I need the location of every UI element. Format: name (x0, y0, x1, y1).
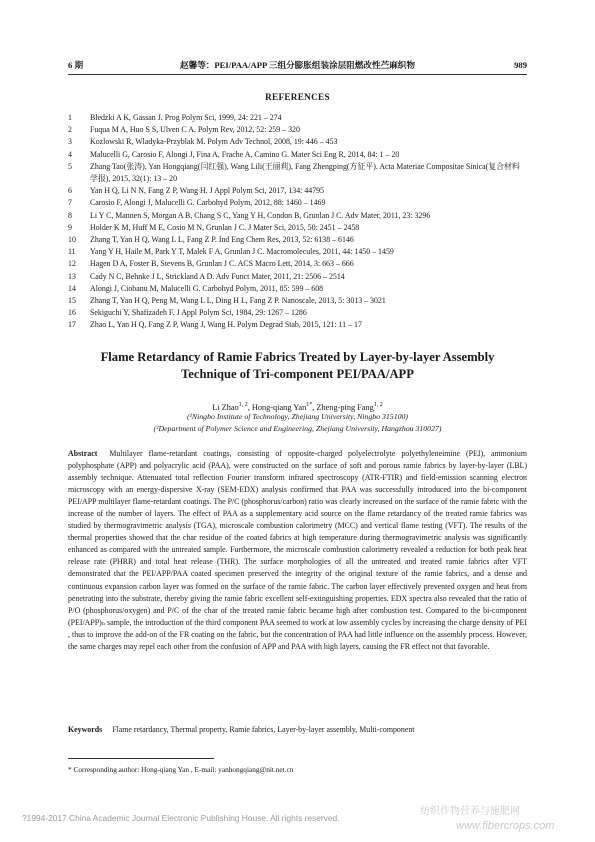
abstract-text: Multilayer flame-retardant coatings, consisting of opposite-charged polyelectrolyte polyethyleneimine (PEI), ammonium polyphosphate (APP) and polyacrylic acid (PAA), were constructed on the surface of soft and porous ramie fabrics by layer-by-layer (LBL) assembly technique. Attenuated total reflection Fourier transform infrared spectroscopy (ATR-FTIR) and field-emission scanning electron microscopy with an energy-dispersive X-ray (SEM-EDX) analysis confirmed that PAA was successfully introduced into the bi-component PEI/APP multilayer flame-retardant coatings. The P/C (phosphorus/carbon) ratio was clearly increased on the surface of the ramie fabric with the increase of the number of layers. The effect of PAA as a supplementary acid source on the flame retardancy of the treated ramie fabrics was studied by thermogravimetric analysis (TGA), microscale combustion calorimetry (MCC) and vertical flame testing (VFT). The results of the thermal properties showed that the char residue of the coated fabrics at high temperature during thermogravimetric analysis was significantly enhanced as compared with the untreated sample. Furthermore, the microscale combustion calorimetry revealed a reduction for both peak heat release rate (PHRR) and total heat release (THR). The surface morphologies of all the untreated and treated ramie fabrics after VFT demonstrated that the PEI/APP/PAA coated specimen preserved the integrity of the original texture of the ramie fabrics, and a dense and continuous expansion carbon layer was formed on the surface of the ramie fabric. The carbon layer effectively prevented oxygen and heat from penetrating into the substrate, thereby giving the ramie fabric excellent self-extinguishing properties. EDX spectra also revealed that the ratio of P/O (phosphorus/oxygen) and P/C of the char of the treated ramie fabric became high after combustion test. Compared to the bi-component (PEI/APP)ₙ sample, the introduction of the third component PAA seemed to work at low assembly cycles by increasing the charge density of PEI , thus to improve the add-on of the FR coating on the fabric, but the concentration of PAA had little influence on the assembly process. However, the same charges may repel each other from the confusion of APP and PAA with high layers, causing the FR effect not that favorable. (68, 449, 527, 651)
reference-text: Yang Y H, Haile M, Park Y T, Malek F A, Grunlan J C. Macromolecules, 2011, 44: 1450 – 1459 (90, 247, 394, 257)
reference-list (68, 112, 527, 332)
reference-text: Kozlowski R, Wladyka-Przyblak M. Polym Adv Technol, 2008, 19: 446 – 453 (90, 137, 338, 147)
reference-number: 6 (68, 186, 72, 196)
author-separator: , (247, 402, 252, 412)
reference-text: Zhang Tao(张涛), Yan Hongqiang(闫红强), Wang Lili(王丽莉), Fang Zhengping(方征平). Acta Materiae Compositae Sinica(复合材料学报), 2015, 32(1): 13 – 20 (90, 161, 520, 184)
reference-number: 3 (68, 137, 72, 147)
reference-number: 17 (68, 320, 76, 330)
author-name: Li Zhao (212, 402, 239, 412)
abstract (68, 448, 527, 653)
reference-text: Hagen D A, Foster B, Stevens B, Grunlan J C. ACS Macro Lett, 2014, 3: 663 – 666 (90, 259, 354, 269)
reference-item (68, 222, 527, 234)
affiliation-1: (¹Ningbo Institute of Technology, Zhejiang University, Ningbo 315100) (186, 412, 408, 421)
reference-text: Carosio F, Alongi J, Malucelli G. Carbohyd Polym, 2012, 88: 1460 – 1469 (90, 198, 326, 208)
reference-item (68, 295, 527, 307)
reference-item (68, 319, 527, 331)
reference-number: 10 (68, 235, 76, 245)
reference-text: Zhang T, Yan H Q, Peng M, Wang L L, Ding H L, Fang Z P. Nanoscale, 2013, 5: 3013 – 3021 (90, 296, 386, 306)
affiliation-2: (²Department of Polymer Science and Engineering, Zhejiang University, Hangzhou 310027) (153, 424, 442, 433)
references-heading: REFERENCES (265, 92, 330, 102)
reference-number: 4 (68, 149, 72, 159)
reference-item (68, 161, 527, 185)
reference-number: 16 (68, 308, 76, 318)
running-head (68, 58, 527, 72)
copyright-line (22, 812, 382, 824)
keywords-label: Keywords (68, 725, 103, 734)
reference-text: Yan H Q, Li N N, Fang Z P, Wang H. J Appl Polym Sci, 2017, 134: 44795 (90, 186, 325, 196)
reference-text: Fuqua M A, Huo S S, Ulven C A. Polym Rev, 2012, 52: 259 – 320 (90, 125, 300, 135)
reference-text: Bledzki A K, Gassan J. Prog Polym Sci, 1999, 24: 221 – 274 (90, 113, 282, 122)
reference-number: 2 (68, 125, 72, 135)
watermark-url: www.fibercrops.com (456, 820, 555, 832)
reference-number: 11 (68, 247, 76, 257)
issue-label: 6 期 (68, 60, 84, 70)
keywords-text: Flame retardancy, Thermal property, Ramie fabrics, Layer-by-layer assembly, Multi-component (112, 725, 415, 734)
watermark-text: 纺织作物营养与施肥网 (420, 806, 520, 817)
reference-text: Zhang T, Yan H Q, Wang L L, Fang Z P. Ind Eng Chem Res, 2013, 52: 6138 – 6146 (90, 235, 354, 245)
copyright-text: ?1994-2017 China Academic Journal Electronic Publishing House. All rights reserved. (22, 813, 340, 823)
reference-text: Zhao L, Yan H Q, Fang Z P, Wang J, Wang H. Polym Degrad Stab, 2015, 121: 11 – 17 (90, 320, 362, 330)
reference-number: 14 (68, 283, 76, 293)
reference-number: 12 (68, 259, 76, 269)
reference-text: Li Y C, Mannen S, Morgan A B, Chang S C, Yang Y H, Condon B, Grunlan J C. Adv Mater, 2011, 23: 3296 (90, 210, 431, 220)
reference-item (68, 112, 527, 124)
reference-number: 1 (68, 113, 72, 122)
author-separator: , (312, 402, 317, 412)
article-title-line-2: Technique of Tri-component PEI/PAA/APP (181, 367, 414, 381)
reference-item (68, 234, 527, 246)
reference-number: 5 (68, 161, 72, 171)
reference-item (68, 271, 527, 283)
author-affiliation-mark: 1, 2 (373, 402, 383, 408)
reference-number: 8 (68, 210, 72, 220)
reference-item (68, 124, 527, 136)
author-affiliation-mark: 1* (306, 402, 313, 408)
article-title (60, 349, 535, 383)
author-affiliation-mark: 1, 2 (238, 402, 248, 408)
reference-number: 15 (68, 296, 76, 306)
reference-item (68, 197, 527, 209)
reference-item (68, 246, 527, 258)
keywords (68, 724, 527, 736)
reference-item (68, 185, 527, 197)
reference-item (68, 258, 527, 270)
footnote-rule (68, 758, 214, 759)
corresponding-author-footnote: * Corresponding author: Hong-qiang Yan , E-mail: yanhongqiang@nit.net.cn (68, 765, 294, 774)
reference-text: Alongi J, Ciobanu M, Malucelli G. Carbohyd Polym, 2011, 85: 599 – 608 (90, 283, 324, 293)
page-number: 989 (514, 60, 527, 70)
running-title: 赵馨等：PEI/PAA/APP 三组分膨胀组装涂层阻燃改性苎麻织物 (180, 60, 415, 70)
reference-text: Sekiguchi Y, Shafizadeh F. J Appl Polym Sci, 1984, 29: 1267 – 1286 (90, 308, 307, 318)
abstract-label: Abstract (68, 449, 98, 458)
reference-item (68, 136, 527, 148)
reference-text: Holder K M, Huff M E, Cosio M N, Grunlan J C. J Mater Sci, 2015, 50: 2451 – 2458 (90, 222, 360, 232)
reference-item (68, 307, 527, 319)
reference-item (68, 210, 527, 222)
reference-item (68, 149, 527, 161)
author-name: Hong-qiang Yan (251, 402, 307, 412)
reference-number: 9 (68, 222, 72, 232)
reference-text: Malucelli G, Carosio F, Alongi J, Fina A, Frache A, Camino G. Mater Sci Eng R, 2014, 84: 1 – 20 (90, 149, 400, 159)
reference-text: Cady N C, Behnke J L, Strickland A D. Adv Funct Mater, 2011, 21: 2506 – 2514 (90, 271, 345, 281)
reference-number: 7 (68, 198, 72, 208)
author-name: Zheng-ping Fang (316, 402, 374, 412)
header-rule (68, 74, 527, 75)
reference-item (68, 283, 527, 295)
reference-number: 13 (68, 271, 76, 281)
article-title-line-1: Flame Retardancy of Ramie Fabrics Treated by Layer-by-layer Assembly (100, 350, 495, 364)
